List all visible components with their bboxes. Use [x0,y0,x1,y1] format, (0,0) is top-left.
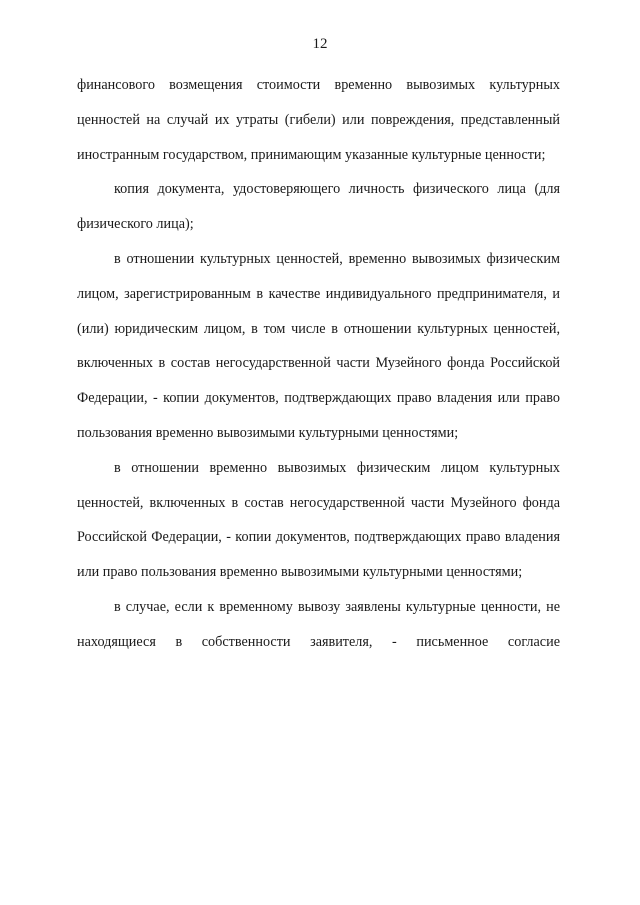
paragraph-identity-document: копия документа, удостоверяющего личность физического лица (для физического лица); [77,181,560,233]
document-body [77,68,560,660]
paragraph-not-owned-values: в случае, если к временному вывозу заявлены культурные ценности, не находящиеся в собственности заявителя, - письменное согласие [77,598,560,650]
paragraph-continuation: финансового возмещения стоимости временно вывозимых культурных ценностей на случай их утраты (гибели) или повреждения, представленный иностранным государством, принимающим указанные культурные ценности; [77,77,560,163]
paragraph-entrepreneur-legal-entity: в отношении культурных ценностей, временно вывозимых физическим лицом, зарегистрированным в качестве индивидуального предпринимателя, и (или) юридическим лицом, в том числе в отношении культурных ценностей, включенных в состав негосударственной части Музейного фонда Российской Федерации, - копии документов, подтверждающих право владения или право пользования временно вывозимыми культурными ценностями; [77,250,560,441]
paragraph-individual-museum-fund: в отношении временно вывозимых физическим лицом культурных ценностей, включенных в состав негосударственной части Музейного фонда Российской Федерации, - копии документов, подтверждающих право владения или право пользования временно вывозимыми культурными ценностями; [77,459,560,581]
page-number: 12 [312,36,328,52]
